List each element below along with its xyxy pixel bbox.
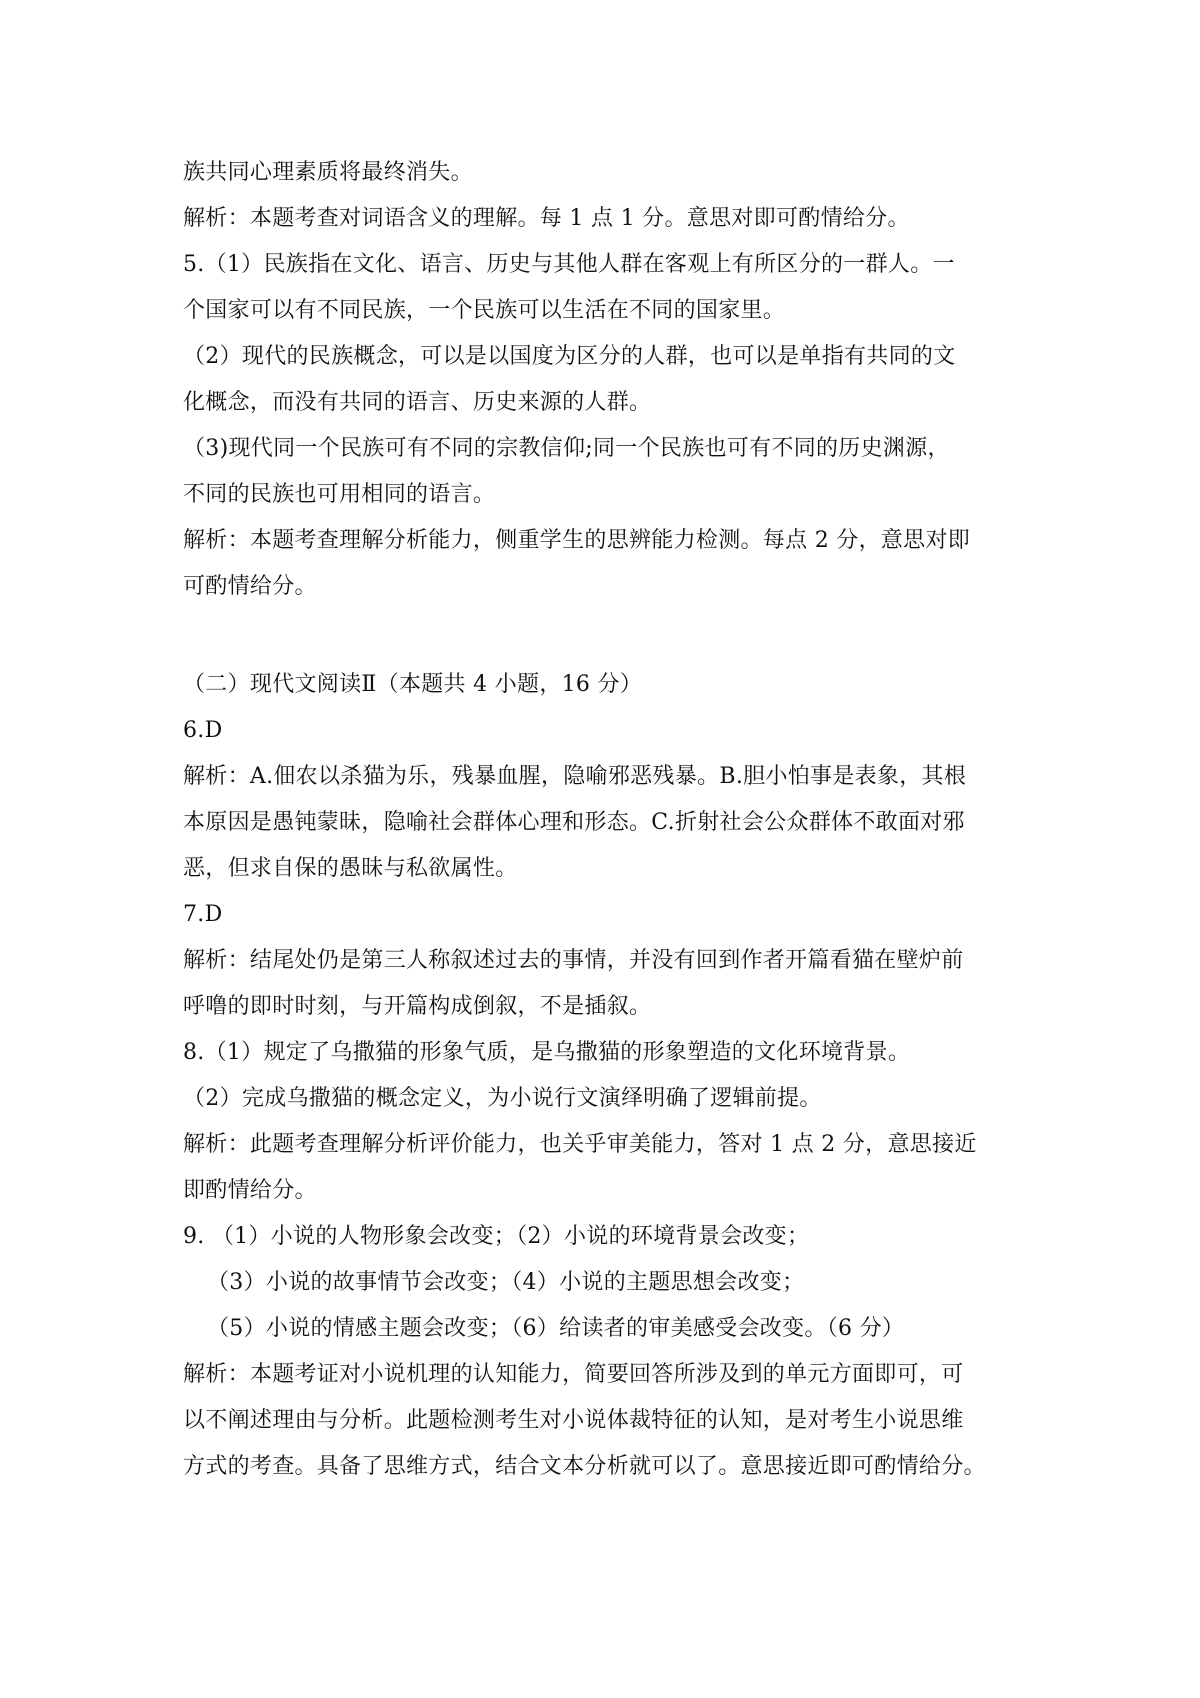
section-spacer (183, 610, 1027, 662)
answer-9-line: （3）小说的故事情节会改变；（4）小说的主题思想会改变； (207, 1270, 805, 1295)
document-body (183, 150, 1027, 1490)
analysis-line: 解析：本题考查对词语含义的理解。每 1 点 1 分。意思对即可酌情给分。 (183, 206, 910, 231)
answer-8-2-line: （2）完成乌撒猫的概念定义，为小说行文演绎明确了逻辑前提。 (183, 1086, 822, 1111)
analysis-line: 解析：结尾处仍是第三人称叙述过去的事情，并没有回到作者开篇看猫在壁炉前 (183, 948, 964, 973)
section-heading: （二）现代文阅读Ⅱ（本题共 4 小题，16 分） (183, 672, 643, 697)
answer-5-1-line: 个国家可以有不同民族，一个民族可以生活在不同的国家里。 (183, 298, 786, 323)
answer-9-line: 9. （1）小说的人物形象会改变；（2）小说的环境背景会改变； (183, 1224, 810, 1249)
analysis-line: 解析：本题考证对小说机理的认知能力，简要回答所涉及到的单元方面即可，可 (183, 1362, 964, 1387)
analysis-line: 解析：本题考查理解分析能力，侧重学生的思辨能力检测。每点 2 分，意思对即 (183, 528, 971, 553)
paragraph-line: 族共同心理素质将最终消失。 (183, 160, 473, 185)
analysis-line: 解析：此题考查理解分析评价能力，也关乎审美能力，答对 1 点 2 分，意思接近 (183, 1132, 977, 1157)
answer-6-line: 6.D (183, 718, 223, 743)
answer-9-line: （5）小说的情感主题会改变；（6）给读者的审美感受会改变。（6 分） (207, 1316, 905, 1341)
answer-5-2-line: （2）现代的民族概念，可以是以国度为区分的人群，也可以是单指有共同的文 (183, 344, 956, 369)
analysis-line: 恶，但求自保的愚昧与私欲属性。 (183, 856, 518, 881)
answer-8-1-line: 8.（1）规定了乌撒猫的形象气质，是乌撒猫的形象塑造的文化环境背景。 (183, 1040, 911, 1065)
analysis-line: 方式的考查。具备了思维方式，结合文本分析就可以了。意思接近即可酌情给分。 (183, 1454, 986, 1479)
analysis-line: 呼噜的即时时刻，与开篇构成倒叙，不是插叙。 (183, 994, 652, 1019)
analysis-line: 即酌情给分。 (183, 1178, 317, 1203)
answer-5-3-line: （3)现代同一个民族可有不同的宗教信仰;同一个民族也可有不同的历史渊源， (183, 436, 950, 461)
analysis-line: 本原因是愚钝蒙昧，隐喻社会群体心理和形态。C.折射社会公众群体不敢面对邪 (183, 810, 965, 835)
analysis-line: 解析：A.佃农以杀猫为乐，残暴血腥，隐喻邪恶残暴。B.胆小怕事是表象，其根 (183, 764, 967, 789)
answer-5-2-line: 化概念，而没有共同的语言、历史来源的人群。 (183, 390, 652, 415)
analysis-line: 以不阐述理由与分析。此题检测考生对小说体裁特征的认知，是对考生小说思维 (183, 1408, 964, 1433)
answer-7-line: 7.D (183, 902, 223, 927)
answer-5-3-line: 不同的民族也可用相同的语言。 (183, 482, 496, 507)
analysis-line: 可酌情给分。 (183, 574, 317, 599)
answer-5-1-line: 5.（1）民族指在文化、语言、历史与其他人群在客观上有所区分的一群人。一 (183, 252, 955, 277)
